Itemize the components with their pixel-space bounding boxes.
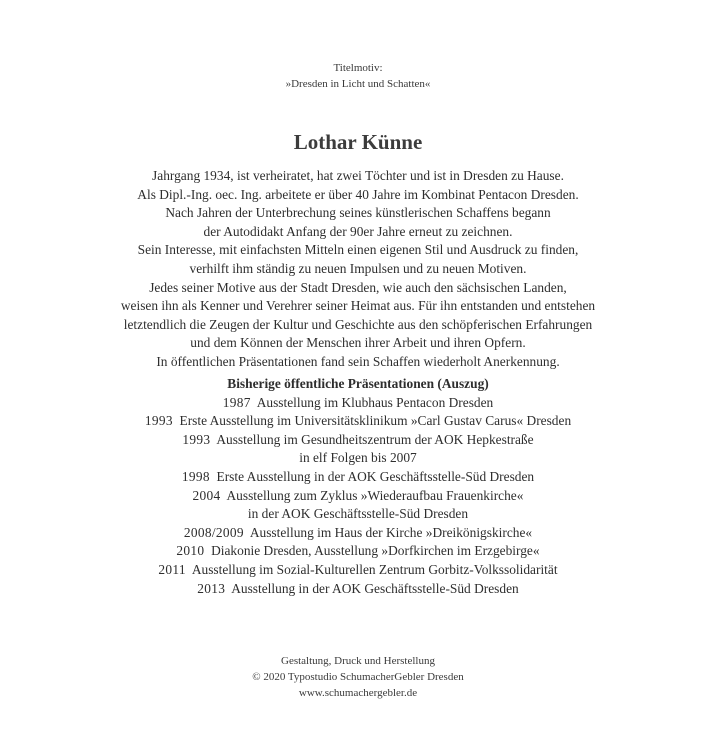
artist-name-heading: Lothar Künne bbox=[293, 130, 423, 154]
presentation-year: 2004 bbox=[192, 487, 221, 503]
presentation-text: Diakonie Dresden, Ausstellung »Dorfkirchen im Erzgebirge« bbox=[211, 543, 540, 559]
presentation-item-continuation bbox=[0, 505, 716, 524]
biography-line: weisen ihn als Kenner und Verehrer seiner Heimat aus. Für ihn entstanden und entstehen bbox=[120, 298, 596, 314]
presentation-item bbox=[0, 468, 716, 487]
presentation-item bbox=[0, 542, 716, 561]
presentation-text: in der AOK Geschäftsstelle-Süd Dresden bbox=[247, 506, 469, 522]
cover-motif-title: »Dresden in Licht und Schatten« bbox=[285, 78, 431, 90]
presentation-text: Ausstellung im Klubhaus Pentacon Dresden bbox=[256, 394, 494, 410]
presentation-text: Erste Ausstellung in der AOK Geschäftsstelle-Süd Dresden bbox=[216, 468, 535, 484]
presentation-text: Ausstellung im Haus der Kirche »Dreikönigskirche« bbox=[249, 524, 533, 540]
imprint-production: Gestaltung, Druck und Herstellung bbox=[281, 655, 435, 667]
imprint bbox=[0, 653, 716, 701]
cover-motif-caption bbox=[0, 60, 716, 92]
presentation-item bbox=[0, 561, 716, 580]
presentations-heading: Bisherige öffentliche Präsentationen (Auszug) bbox=[227, 376, 489, 391]
presentation-text: Ausstellung im Sozial-Kulturellen Zentrum Gorbitz-Volkssolidarität bbox=[191, 561, 558, 577]
presentation-item bbox=[0, 524, 716, 543]
presentation-item bbox=[0, 431, 716, 450]
presentation-item bbox=[0, 394, 716, 413]
biography-line: letztendlich die Zeugen der Kultur und Geschichte aus den schöpferischen Erfahrungen bbox=[123, 316, 593, 332]
presentation-item bbox=[0, 487, 716, 506]
presentation-year: 2013 bbox=[197, 580, 226, 596]
biography-line: und dem Können der Menschen ihrer Arbeit und ihren Opfern. bbox=[190, 335, 526, 351]
presentation-item-continuation bbox=[0, 449, 716, 468]
presentation-year: 1993 bbox=[182, 431, 211, 447]
presentation-text: Ausstellung in der AOK Geschäftsstelle-Süd Dresden bbox=[231, 580, 519, 596]
presentation-year: 2008/2009 bbox=[183, 524, 244, 540]
presentation-year: 1998 bbox=[181, 468, 210, 484]
presentation-text: in elf Folgen bis 2007 bbox=[299, 450, 417, 466]
presentation-item bbox=[0, 580, 716, 599]
biography-line: In öffentlichen Präsentationen fand sein Schaffen wiederholt Anerkennung. bbox=[156, 353, 560, 369]
presentation-year: 1993 bbox=[144, 413, 173, 429]
biography-line: der Autodidakt Anfang der 90er Jahre erneut zu zeichnen. bbox=[203, 223, 513, 239]
biography bbox=[0, 167, 716, 372]
biography-line: verhilft ihm ständig zu neuen Impulsen und zu neuen Motiven. bbox=[189, 260, 527, 276]
presentation-year: 1987 bbox=[222, 394, 251, 410]
presentation-year: 2011 bbox=[158, 561, 186, 577]
biography-line: Als Dipl.-Ing. oec. Ing. arbeitete er über 40 Jahre im Kombinat Pentacon Dresden. bbox=[137, 186, 579, 202]
imprint-website: www.schumachergebler.de bbox=[298, 687, 418, 699]
biography-line: Jahrgang 1934, ist verheiratet, hat zwei Töchter und ist in Dresden zu Hause. bbox=[152, 168, 564, 183]
presentation-item bbox=[0, 412, 716, 431]
imprint-copyright: © 2020 Typostudio SchumacherGebler Dresden bbox=[252, 671, 464, 683]
biography-line: Sein Interesse, mit einfachsten Mitteln einen eigenen Stil und Ausdruck zu finden, bbox=[137, 242, 579, 258]
cover-motif-label: Titelmotiv: bbox=[333, 62, 383, 74]
biography-line: Jedes seiner Motive aus der Stadt Dresden, wie auch den sächsischen Landen, bbox=[149, 279, 567, 295]
presentation-year: 2010 bbox=[176, 543, 205, 559]
presentation-text: Ausstellung im Gesundheitszentrum der AOK Hepkestraße bbox=[216, 431, 534, 447]
biography-line: Nach Jahren der Unterbrechung seines künstlerischen Schaffens begann bbox=[165, 205, 551, 221]
presentations-list bbox=[0, 375, 716, 598]
presentation-text: Erste Ausstellung im Universitätsklinikum »Carl Gustav Carus« Dresden bbox=[179, 413, 572, 429]
presentation-text: Ausstellung zum Zyklus »Wiederaufbau Frauenkirche« bbox=[226, 487, 524, 503]
